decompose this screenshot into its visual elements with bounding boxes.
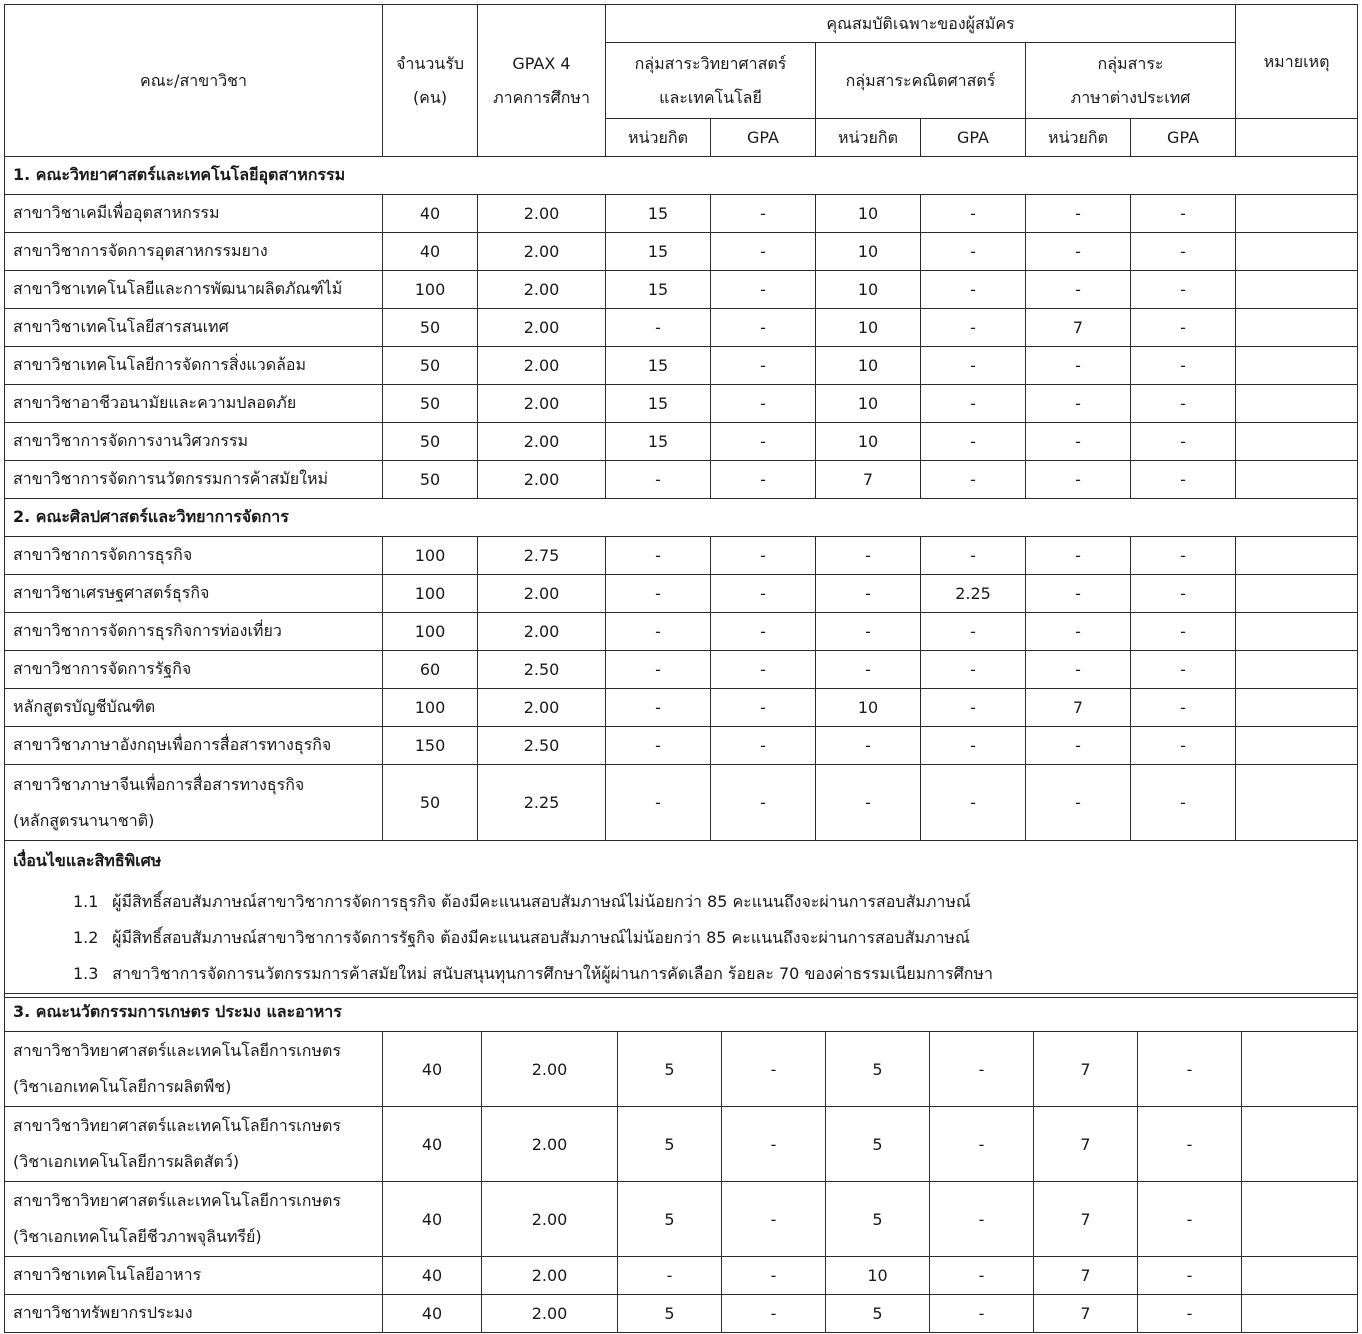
table-row bbox=[5, 537, 1358, 575]
intake-cell: 40 bbox=[383, 1257, 482, 1295]
intake-cell: 100 bbox=[383, 575, 478, 613]
lang-credits-cell: 7 bbox=[1034, 1032, 1138, 1107]
lang-gpa-cell: - bbox=[1131, 309, 1236, 347]
sci-credits-cell: 15 bbox=[606, 233, 711, 271]
lang-gpa-cell: - bbox=[1131, 613, 1236, 651]
gpax-cell: 2.75 bbox=[478, 537, 606, 575]
lang-gpa-cell: - bbox=[1131, 423, 1236, 461]
gpax-cell: 2.00 bbox=[478, 461, 606, 499]
table-row bbox=[5, 195, 1358, 233]
lang-credits-cell: 7 bbox=[1026, 309, 1131, 347]
major-name-cell bbox=[5, 271, 383, 309]
sci-gpa-cell: - bbox=[722, 1107, 826, 1182]
remarks-cell bbox=[1242, 1032, 1358, 1107]
table-row bbox=[5, 461, 1358, 499]
major-name-cell bbox=[5, 575, 383, 613]
gpax-cell: 2.00 bbox=[482, 1257, 618, 1295]
major-name-line: สาขาวิชาอาชีวอนามัยและความปลอดภัย bbox=[13, 393, 297, 412]
sci-credits-cell: - bbox=[606, 537, 711, 575]
sub-header-credits: หน่วยกิต bbox=[1026, 119, 1131, 157]
lang-gpa-cell: - bbox=[1131, 575, 1236, 613]
lang-credits-cell: - bbox=[1026, 651, 1131, 689]
section-row bbox=[5, 499, 1358, 537]
major-name-cell bbox=[5, 765, 383, 841]
major-name-line: สาขาวิชาเทคโนโลยีการจัดการสิ่งแวดล้อม bbox=[13, 355, 307, 374]
group-science-line2: และเทคโนโลยี bbox=[659, 87, 762, 107]
major-name-cell bbox=[5, 727, 383, 765]
conditions-cell bbox=[5, 841, 1358, 998]
math-credits-cell: 10 bbox=[816, 385, 921, 423]
intake-cell: 50 bbox=[383, 461, 478, 499]
math-gpa-cell: - bbox=[921, 537, 1026, 575]
lang-gpa-cell: - bbox=[1138, 1257, 1242, 1295]
gpax-cell: 2.00 bbox=[482, 1032, 618, 1107]
section-title: 3. คณะนวัตกรรมการเกษตร ประมง และอาหาร bbox=[5, 994, 1358, 1032]
major-name-line: สาขาวิชาเศรษฐศาสตร์ธุรกิจ bbox=[13, 583, 210, 602]
remarks-cell bbox=[1236, 195, 1358, 233]
math-gpa-cell: - bbox=[921, 347, 1026, 385]
math-gpa-cell: - bbox=[921, 727, 1026, 765]
lang-credits-cell: - bbox=[1026, 575, 1131, 613]
remarks-cell bbox=[1236, 537, 1358, 575]
sci-credits-cell: - bbox=[606, 689, 711, 727]
conditions-title: เงื่อนไขและสิทธิพิเศษ bbox=[13, 851, 162, 870]
major-name-cell bbox=[5, 651, 383, 689]
sci-gpa-cell: - bbox=[711, 689, 816, 727]
col-header-qualifications: คุณสมบัติเฉพาะของผู้สมัคร bbox=[606, 5, 1236, 43]
sci-gpa-cell: - bbox=[711, 233, 816, 271]
gpax-cell: 2.00 bbox=[478, 347, 606, 385]
remarks-cell bbox=[1236, 765, 1358, 841]
major-name-line: สาขาวิชาการจัดการอุตสาหกรรมยาง bbox=[13, 241, 268, 260]
math-credits-cell: 10 bbox=[816, 233, 921, 271]
sci-credits-cell: 15 bbox=[606, 195, 711, 233]
major-name-line: สาขาวิชาเทคโนโลยีสารสนเทศ bbox=[13, 317, 229, 336]
gpax-cell: 2.00 bbox=[478, 233, 606, 271]
lang-gpa-cell: - bbox=[1138, 1107, 1242, 1182]
major-name-cell bbox=[5, 309, 383, 347]
lang-gpa-cell: - bbox=[1131, 651, 1236, 689]
math-credits-cell: - bbox=[816, 575, 921, 613]
table-header bbox=[5, 5, 1358, 157]
group-science-line1: กลุ่มสาระวิทยาศาสตร์ bbox=[634, 53, 787, 73]
gpax-cell: 2.00 bbox=[478, 271, 606, 309]
section-title: 1. คณะวิทยาศาสตร์และเทคโนโลยีอุตสาหกรรม bbox=[5, 157, 1358, 195]
condition-number: 1.1 bbox=[73, 892, 99, 911]
remarks-cell bbox=[1236, 575, 1358, 613]
remarks-blank bbox=[1236, 119, 1358, 157]
math-gpa-cell: 2.25 bbox=[921, 575, 1026, 613]
major-name-line: สาขาวิชาเคมีเพื่ออุตสาหกรรม bbox=[13, 203, 220, 222]
sci-credits-cell: 15 bbox=[606, 271, 711, 309]
table-row bbox=[5, 689, 1358, 727]
math-gpa-cell: - bbox=[921, 233, 1026, 271]
sci-credits-cell: - bbox=[606, 575, 711, 613]
lang-credits-cell: 7 bbox=[1034, 1107, 1138, 1182]
remarks-cell bbox=[1236, 233, 1358, 271]
lang-gpa-cell: - bbox=[1138, 1032, 1242, 1107]
math-credits-cell: 5 bbox=[826, 1107, 930, 1182]
table-row bbox=[5, 233, 1358, 271]
gpax-cell: 2.00 bbox=[478, 423, 606, 461]
major-name-line: สาขาวิชาเทคโนโลยีอาหาร bbox=[13, 1265, 202, 1284]
gpax-cell: 2.50 bbox=[478, 727, 606, 765]
intake-cell: 40 bbox=[383, 1107, 482, 1182]
sci-gpa-cell: - bbox=[711, 309, 816, 347]
col-header-intake bbox=[383, 5, 478, 157]
remarks-cell bbox=[1242, 1295, 1358, 1333]
col-header-intake-line2: (คน) bbox=[412, 87, 448, 107]
sci-credits-cell: 5 bbox=[618, 1295, 722, 1333]
table-row bbox=[5, 1295, 1358, 1333]
condition-number: 1.2 bbox=[73, 928, 99, 947]
major-name-line: สาขาวิชาภาษาจีนเพื่อการสื่อสารทางธุรกิจ bbox=[13, 774, 305, 794]
table-row bbox=[5, 613, 1358, 651]
lang-credits-cell: - bbox=[1026, 765, 1131, 841]
major-name-cell bbox=[5, 233, 383, 271]
sci-gpa-cell: - bbox=[711, 385, 816, 423]
gpax-cell: 2.00 bbox=[482, 1295, 618, 1333]
table-body-part1 bbox=[5, 157, 1358, 841]
sub-header-gpa: GPA bbox=[921, 119, 1026, 157]
math-gpa-cell: - bbox=[921, 651, 1026, 689]
math-gpa-cell: - bbox=[921, 613, 1026, 651]
table-row bbox=[5, 1107, 1358, 1182]
lang-gpa-cell: - bbox=[1131, 195, 1236, 233]
lang-credits-cell: - bbox=[1026, 727, 1131, 765]
math-credits-cell: 10 bbox=[816, 423, 921, 461]
remarks-cell bbox=[1242, 1182, 1358, 1257]
conditions-block bbox=[5, 841, 1358, 998]
group-language-line2: ภาษาต่างประเทศ bbox=[1070, 87, 1191, 107]
math-credits-cell: - bbox=[816, 727, 921, 765]
math-credits-cell: 10 bbox=[816, 309, 921, 347]
major-name-line: (วิชาเอกเทคโนโลยีการผลิตสัตว์) bbox=[13, 1152, 240, 1171]
gpax-cell: 2.00 bbox=[478, 385, 606, 423]
math-gpa-cell: - bbox=[921, 689, 1026, 727]
major-name-cell bbox=[5, 689, 383, 727]
lang-credits-cell: - bbox=[1026, 195, 1131, 233]
math-credits-cell: 10 bbox=[826, 1257, 930, 1295]
sci-credits-cell: - bbox=[606, 613, 711, 651]
condition-item bbox=[73, 884, 1357, 920]
remarks-cell bbox=[1236, 613, 1358, 651]
sci-credits-cell: 5 bbox=[618, 1107, 722, 1182]
lang-credits-cell: 7 bbox=[1034, 1257, 1138, 1295]
sci-credits-cell: 15 bbox=[606, 385, 711, 423]
intake-cell: 50 bbox=[383, 765, 478, 841]
lang-gpa-cell: - bbox=[1131, 537, 1236, 575]
col-header-group-language bbox=[1026, 43, 1236, 119]
sci-credits-cell: - bbox=[606, 461, 711, 499]
table-body-part2 bbox=[5, 994, 1358, 1333]
intake-cell: 50 bbox=[383, 347, 478, 385]
condition-item bbox=[73, 956, 1357, 992]
table-row bbox=[5, 651, 1358, 689]
sci-gpa-cell: - bbox=[711, 537, 816, 575]
math-credits-cell: 5 bbox=[826, 1032, 930, 1107]
math-gpa-cell: - bbox=[930, 1107, 1034, 1182]
lang-credits-cell: 7 bbox=[1026, 689, 1131, 727]
table-row bbox=[5, 765, 1358, 841]
major-name-line: สาขาวิชาเทคโนโลยีและการพัฒนาผลิตภัณฑ์ไม้ bbox=[13, 279, 343, 298]
major-name-line: สาขาวิชาการจัดการงานวิศวกรรม bbox=[13, 431, 249, 450]
section-title: 2. คณะศิลปศาสตร์และวิทยาการจัดการ bbox=[5, 499, 1358, 537]
sci-gpa-cell: - bbox=[711, 575, 816, 613]
gpax-cell: 2.00 bbox=[478, 575, 606, 613]
lang-gpa-cell: - bbox=[1138, 1295, 1242, 1333]
remarks-cell bbox=[1236, 651, 1358, 689]
col-header-gpax bbox=[478, 5, 606, 157]
sub-header-gpa: GPA bbox=[1131, 119, 1236, 157]
major-name-line: สาขาวิชาทรัพยากรประมง bbox=[13, 1303, 193, 1322]
major-name-line: (วิชาเอกเทคโนโลยีการผลิตพืช) bbox=[13, 1077, 232, 1096]
section-row bbox=[5, 994, 1358, 1032]
sci-gpa-cell: - bbox=[722, 1032, 826, 1107]
major-name-cell bbox=[5, 423, 383, 461]
major-name-line: สาขาวิชาการจัดการธุรกิจ bbox=[13, 545, 193, 564]
gpax-cell: 2.50 bbox=[478, 651, 606, 689]
condition-number: 1.3 bbox=[73, 964, 99, 983]
remarks-cell bbox=[1242, 1107, 1358, 1182]
intake-cell: 40 bbox=[383, 233, 478, 271]
lang-credits-cell: - bbox=[1026, 347, 1131, 385]
intake-cell: 100 bbox=[383, 271, 478, 309]
lang-gpa-cell: - bbox=[1131, 347, 1236, 385]
section-row bbox=[5, 157, 1358, 195]
lang-credits-cell: - bbox=[1026, 613, 1131, 651]
intake-cell: 50 bbox=[383, 309, 478, 347]
intake-cell: 100 bbox=[383, 689, 478, 727]
table-row bbox=[5, 1032, 1358, 1107]
col-header-remarks: หมายเหตุ bbox=[1236, 5, 1358, 119]
table-row bbox=[5, 727, 1358, 765]
sci-gpa-cell: - bbox=[722, 1257, 826, 1295]
math-gpa-cell: - bbox=[930, 1257, 1034, 1295]
col-header-faculty-major: คณะ/สาขาวิชา bbox=[5, 5, 383, 157]
lang-credits-cell: - bbox=[1026, 537, 1131, 575]
math-gpa-cell: - bbox=[921, 461, 1026, 499]
intake-cell: 50 bbox=[383, 423, 478, 461]
major-name-cell bbox=[5, 1032, 383, 1107]
math-gpa-cell: - bbox=[930, 1032, 1034, 1107]
condition-text: ผู้มีสิทธิ์สอบสัมภาษณ์สาขาวิชาการจัดการรัฐกิจ ต้องมีคะแนนสอบสัมภาษณ์ไม่น้อยกว่า 85 คะแนนถึงจะผ่านการสอบสัมภาษณ์ bbox=[112, 928, 970, 947]
sci-gpa-cell: - bbox=[711, 271, 816, 309]
sub-header-gpa: GPA bbox=[711, 119, 816, 157]
condition-text: สาขาวิชาการจัดการนวัตกรรมการค้าสมัยใหม่ สนับสนุนทุนการศึกษาให้ผู้ผ่านการคัดเลือก ร้อยละ 70 ของค่าธรรมเนียมการศึกษา bbox=[112, 964, 993, 983]
col-header-group-math: กลุ่มสาระคณิตศาสตร์ bbox=[816, 43, 1026, 119]
lang-credits-cell: - bbox=[1026, 461, 1131, 499]
math-gpa-cell: - bbox=[921, 765, 1026, 841]
table-row bbox=[5, 1257, 1358, 1295]
sci-credits-cell: 15 bbox=[606, 347, 711, 385]
gpax-cell: 2.00 bbox=[478, 613, 606, 651]
remarks-cell bbox=[1236, 309, 1358, 347]
admission-table-part1 bbox=[4, 4, 1358, 998]
intake-cell: 40 bbox=[383, 195, 478, 233]
major-name-line: สาขาวิชาวิทยาศาสตร์และเทคโนโลยีการเกษตร bbox=[13, 1041, 341, 1060]
major-name-cell bbox=[5, 195, 383, 233]
intake-cell: 100 bbox=[383, 613, 478, 651]
math-credits-cell: - bbox=[816, 651, 921, 689]
lang-gpa-cell: - bbox=[1131, 689, 1236, 727]
col-header-group-science bbox=[606, 43, 816, 119]
math-credits-cell: 5 bbox=[826, 1295, 930, 1333]
sci-gpa-cell: - bbox=[711, 727, 816, 765]
table-row bbox=[5, 1182, 1358, 1257]
math-credits-cell: 5 bbox=[826, 1182, 930, 1257]
lang-credits-cell: 7 bbox=[1034, 1182, 1138, 1257]
remarks-cell bbox=[1236, 461, 1358, 499]
table-row bbox=[5, 385, 1358, 423]
table-row bbox=[5, 271, 1358, 309]
intake-cell: 40 bbox=[383, 1295, 482, 1333]
gpax-cell: 2.25 bbox=[478, 765, 606, 841]
lang-credits-cell: - bbox=[1026, 423, 1131, 461]
condition-item bbox=[73, 920, 1357, 956]
admission-table-part2 bbox=[4, 993, 1358, 1333]
math-credits-cell: - bbox=[816, 613, 921, 651]
sci-credits-cell: - bbox=[618, 1257, 722, 1295]
sci-credits-cell: 5 bbox=[618, 1182, 722, 1257]
math-credits-cell: 10 bbox=[816, 689, 921, 727]
lang-gpa-cell: - bbox=[1131, 385, 1236, 423]
sci-credits-cell: - bbox=[606, 309, 711, 347]
remarks-cell bbox=[1236, 385, 1358, 423]
intake-cell: 40 bbox=[383, 1032, 482, 1107]
gpax-cell: 2.00 bbox=[482, 1182, 618, 1257]
major-name-cell bbox=[5, 1295, 383, 1333]
sci-gpa-cell: - bbox=[711, 651, 816, 689]
table-row bbox=[5, 423, 1358, 461]
math-gpa-cell: - bbox=[921, 423, 1026, 461]
condition-text: ผู้มีสิทธิ์สอบสัมภาษณ์สาขาวิชาการจัดการธุรกิจ ต้องมีคะแนนสอบสัมภาษณ์ไม่น้อยกว่า 85 คะแนนถึงจะผ่านการสอบสัมภาษณ์ bbox=[112, 892, 971, 911]
math-gpa-cell: - bbox=[930, 1295, 1034, 1333]
math-gpa-cell: - bbox=[921, 195, 1026, 233]
major-name-cell bbox=[5, 385, 383, 423]
major-name-cell bbox=[5, 1257, 383, 1295]
intake-cell: 150 bbox=[383, 727, 478, 765]
intake-cell: 60 bbox=[383, 651, 478, 689]
math-credits-cell: 10 bbox=[816, 195, 921, 233]
group-language-line1: กลุ่มสาระ bbox=[1097, 53, 1164, 73]
major-name-line: หลักสูตรบัญชีบัณฑิต bbox=[13, 697, 156, 716]
lang-credits-cell: - bbox=[1026, 385, 1131, 423]
table-row bbox=[5, 575, 1358, 613]
sub-header-credits: หน่วยกิต bbox=[816, 119, 921, 157]
major-name-line: (วิชาเอกเทคโนโลยีชีวภาพจุลินทรีย์) bbox=[13, 1227, 262, 1246]
table-row bbox=[5, 347, 1358, 385]
lang-credits-cell: 7 bbox=[1034, 1295, 1138, 1333]
lang-gpa-cell: - bbox=[1131, 765, 1236, 841]
sci-credits-cell: - bbox=[606, 651, 711, 689]
major-name-cell bbox=[5, 1182, 383, 1257]
sci-credits-cell: 15 bbox=[606, 423, 711, 461]
major-name-cell bbox=[5, 1107, 383, 1182]
gpax-cell: 2.00 bbox=[478, 689, 606, 727]
col-header-gpax-line1: GPAX 4 bbox=[512, 53, 571, 73]
lang-gpa-cell: - bbox=[1131, 233, 1236, 271]
lang-gpa-cell: - bbox=[1131, 271, 1236, 309]
lang-credits-cell: - bbox=[1026, 233, 1131, 271]
major-name-cell bbox=[5, 613, 383, 651]
major-name-line: สาขาวิชาภาษาอังกฤษเพื่อการสื่อสารทางธุรกิจ bbox=[13, 735, 332, 754]
gpax-cell: 2.00 bbox=[478, 195, 606, 233]
major-name-line: สาขาวิชาการจัดการนวัตกรรมการค้าสมัยใหม่ bbox=[13, 469, 329, 488]
math-credits-cell: 10 bbox=[816, 271, 921, 309]
math-credits-cell: 7 bbox=[816, 461, 921, 499]
lang-gpa-cell: - bbox=[1131, 461, 1236, 499]
lang-credits-cell: - bbox=[1026, 271, 1131, 309]
math-gpa-cell: - bbox=[921, 385, 1026, 423]
remarks-cell bbox=[1236, 727, 1358, 765]
major-name-line: สาขาวิชาการจัดการธุรกิจการท่องเที่ยว bbox=[13, 621, 282, 640]
math-credits-cell: - bbox=[816, 537, 921, 575]
math-credits-cell: - bbox=[816, 765, 921, 841]
major-name-line: สาขาวิชาวิทยาศาสตร์และเทคโนโลยีการเกษตร bbox=[13, 1191, 341, 1210]
table-row bbox=[5, 309, 1358, 347]
sci-gpa-cell: - bbox=[711, 195, 816, 233]
remarks-cell bbox=[1236, 423, 1358, 461]
math-gpa-cell: - bbox=[930, 1182, 1034, 1257]
sci-gpa-cell: - bbox=[711, 347, 816, 385]
remarks-cell bbox=[1236, 347, 1358, 385]
intake-cell: 100 bbox=[383, 537, 478, 575]
major-name-line: สาขาวิชาการจัดการรัฐกิจ bbox=[13, 659, 192, 678]
sci-gpa-cell: - bbox=[711, 613, 816, 651]
major-name-line: (หลักสูตรนานาชาติ) bbox=[13, 810, 155, 830]
sci-gpa-cell: - bbox=[711, 765, 816, 841]
sci-credits-cell: - bbox=[606, 765, 711, 841]
gpax-cell: 2.00 bbox=[478, 309, 606, 347]
major-name-cell bbox=[5, 537, 383, 575]
lang-gpa-cell: - bbox=[1138, 1182, 1242, 1257]
intake-cell: 50 bbox=[383, 385, 478, 423]
math-credits-cell: 10 bbox=[816, 347, 921, 385]
remarks-cell bbox=[1242, 1257, 1358, 1295]
major-name-line: สาขาวิชาวิทยาศาสตร์และเทคโนโลยีการเกษตร bbox=[13, 1116, 341, 1135]
remarks-cell bbox=[1236, 689, 1358, 727]
sci-credits-cell: - bbox=[606, 727, 711, 765]
sci-credits-cell: 5 bbox=[618, 1032, 722, 1107]
math-gpa-cell: - bbox=[921, 309, 1026, 347]
gpax-cell: 2.00 bbox=[482, 1107, 618, 1182]
sub-header-credits: หน่วยกิต bbox=[606, 119, 711, 157]
intake-cell: 40 bbox=[383, 1182, 482, 1257]
sci-gpa-cell: - bbox=[711, 461, 816, 499]
sci-gpa-cell: - bbox=[722, 1295, 826, 1333]
major-name-cell bbox=[5, 347, 383, 385]
col-header-intake-line1: จำนวนรับ bbox=[396, 53, 464, 73]
major-name-cell bbox=[5, 461, 383, 499]
sci-gpa-cell: - bbox=[722, 1182, 826, 1257]
col-header-gpax-line2: ภาคการศึกษา bbox=[493, 87, 590, 107]
remarks-cell bbox=[1236, 271, 1358, 309]
sci-gpa-cell: - bbox=[711, 423, 816, 461]
math-gpa-cell: - bbox=[921, 271, 1026, 309]
lang-gpa-cell: - bbox=[1131, 727, 1236, 765]
